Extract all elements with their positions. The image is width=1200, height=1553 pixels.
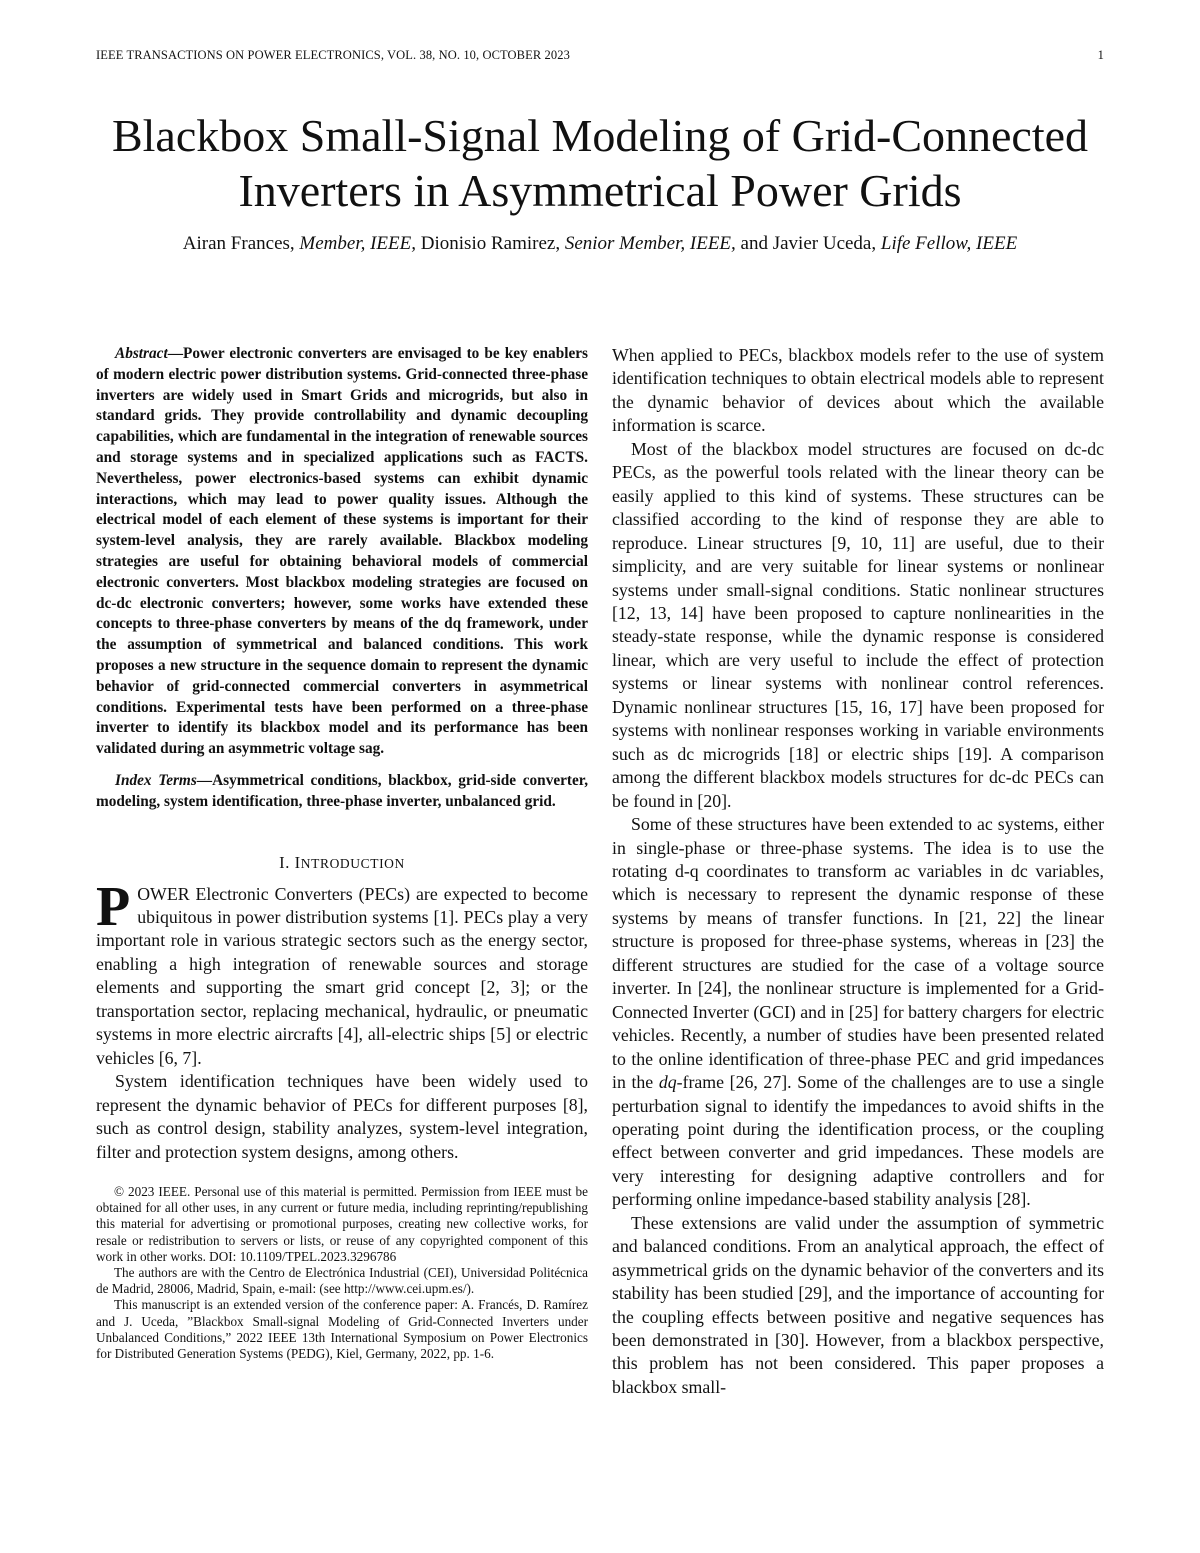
section-title-initial: I (294, 852, 301, 872)
body-text: -frame [26, 27]. Some of the challenges are to use a single perturbation signal to identify the impedances to avoid shifts in the operating point during the identification process, or the coupling effect between converter and grid impedances. These models are very interesting for designing adaptive controllers and for performing online impedance-based stability analysis [28]. (612, 1072, 1104, 1210)
author-name: and Javier Uceda, (740, 233, 877, 254)
body-text: Some of these structures have been extended to ac systems, either in single-phase or three-phase systems. The idea is to use the rotating d-q coordinates to transform ac variables in dc variables, which is necessary to represent the dynamic response of these systems by means of transfer functions. In [21, 22] the linear structure is proposed for three-phase systems, whereas in [23] the different structures are studied for the case of a voltage source inverter. In [24], the nonlinear structure is implemented for a Grid-Connected Inverter (GCI) and in [25] for battery chargers for electric vehicles. Recently, a number of studies have been presented related to the online identification of three-phase PEC and grid impedances in the (612, 814, 1104, 1093)
section-heading-introduction (96, 853, 588, 873)
running-header (96, 48, 1104, 68)
page-number: 1 (1097, 48, 1104, 62)
author-list (60, 232, 1140, 256)
abstract-label: Abstract (115, 345, 168, 362)
author-role: Member, IEEE, (299, 233, 417, 254)
footnotes (96, 1184, 588, 1362)
author-name: Airan Frances, (182, 233, 295, 254)
conference-version-note: This manuscript is an extended version of the conference paper: A. Francés, D. Ramírez and J. Uceda, ”Blackbox Small-signal Modeling of Grid-Connected Inverters under Unbalanced Conditions,” 2022 IEEE 13th International Symposium on Power Electronics for Distributed Generation Systems (PEDG), Kiel, Germany, 2022, pp. 1-6. (96, 1297, 588, 1361)
intro-paragraph-2: System identification techniques have been widely used to represent the dynamic behavior of PECs for different purposes [8], such as control design, stability analyzes, system-level integration, filter and protection system designs, among others. (96, 1071, 588, 1162)
copyright-notice: © 2023 IEEE. Personal use of this material is permitted. Permission from IEEE must be obtained for all other uses, in any current or future media, including reprinting/republishing this material for advertising or promotional purposes, creating new collective works, for resale or redistribution to servers or lists, or reuse of any copyrighted component of this work in other works. DOI: 10.1109/TPEL.2023.3296786 (96, 1183, 588, 1264)
math-dq: dq (658, 1072, 677, 1093)
intro-paragraph-1-text: OWER Electronic Converters (PECs) are expected to become ubiquitous in power distribution systems [1]. PECs play a very important role in various strategic sectors such as the energy sector, enabling a high integration of renewable sources and storage elements and supporting the smart grid concept [2, 3]; or the transportation sector, replacing mechanical, hydraulic, or pneumatic systems in more electric aircrafts [4], all-electric ships [5] or electric vehicles [6, 7]. (96, 883, 588, 1068)
section-title-rest: NTRODUCTION (300, 855, 405, 871)
index-terms-label: Index Terms (115, 771, 197, 789)
author-name: Dionisio Ramirez, (420, 233, 561, 254)
left-column (96, 344, 588, 1362)
affiliation-note: The authors are with the Centro de Electrónica Industrial (CEI), Universidad Politécnica de Madrid, 28006, Madrid, Spain, e-mail: (see http://www.cei.upm.es/). (96, 1264, 588, 1297)
drop-cap: P (96, 875, 131, 938)
paper-title: Blackbox Small-Signal Modeling of Grid-Connected Inverters in Asymmetrical Power Grids (111, 110, 1089, 216)
body-paragraph: When applied to PECs, blackbox models refer to the use of system identification techniques to obtain electrical models able to represent the dynamic behavior of devices about which the available information is scarce. (612, 345, 1104, 436)
intro-paragraph-1 (96, 875, 588, 1071)
index-terms-text: —Asymmetrical conditions, blackbox, grid-side converter, modeling, system identification, three-phase inverter, unbalanced grid. (96, 771, 589, 810)
right-column (612, 344, 1104, 1399)
body-paragraph: These extensions are valid under the assumption of symmetric and balanced conditions. From an analytical approach, the effect of asymmetrical grids on the dynamic behavior of the converters and its stability has been studied [29], and the importance of accounting for the coupling effects between positive and negative sequences has been demonstrated in [30]. However, from a blackbox perspective, this problem has not been considered. This paper proposes a blackbox small- (612, 1212, 1104, 1397)
journal-name: IEEE TRANSACTIONS ON POWER ELECTRONICS, VOL. 38, NO. 10, OCTOBER 2023 (96, 48, 570, 62)
body-paragraph (612, 813, 1104, 1212)
section-number: I. (279, 852, 290, 872)
index-terms (96, 771, 588, 813)
abstract-text: —Power electronic converters are envisaged to be key enablers of modern electric power distribution systems. Grid-connected three-phase inverters are widely used in Smart Grids and microgrids, but also in standard grids. They provide controllability and dynamic decoupling capabilities, which are fundamental in the integration of renewable sources and storage systems and in specialized applications such as FACTS. Nevertheless, power electronics-based systems can exhibit dynamic interactions, which may lead to power quality issues. Although the electrical model of each element of these systems is important for their system-level analysis, they are rarely available. Blackbox modeling strategies are useful for obtaining behavioral models of commercial electronic converters. Most blackbox modeling strategies are focused on dc-dc electronic converters; however, some works have extended these concepts to three-phase converters by means of the dq framework, under the assumption of symmetrical and balanced conditions. This work proposes a new structure in the sequence domain to represent the dynamic behavior of grid-connected commercial converters in asymmetrical conditions. Experimental tests have been performed on a three-phase inverter to identify its blackbox model and its performance has been validated during an asymmetric voltage sag. (96, 345, 588, 758)
author-role: Life Fellow, IEEE (880, 233, 1018, 254)
body-paragraph: Most of the blackbox model structures are focused on dc-dc PECs, as the powerful tools related with the linear theory can be easily applied to this kind of systems. These structures can be classified according to the kind of response they are able to reproduce. Linear structures [9, 10, 11] are useful, due to their simplicity, and are very suitable for linear systems or nonlinear systems under small-signal conditions. Static nonlinear structures [12, 13, 14] have been proposed to capture nonlinearities in the steady-state response, while the dynamic response is considered linear, which are very useful to include the effect of protection systems or linear systems with nonlinear control references. Dynamic nonlinear structures [15, 16, 17] have been proposed for systems with nonlinear responses working in variable environments such as dc microgrids [18] or electric ships [19]. A comparison among the different blackbox models structures for dc-dc PECs can be found in [20]. (612, 438, 1104, 811)
author-role: Senior Member, IEEE, (564, 233, 736, 254)
abstract (96, 344, 588, 760)
